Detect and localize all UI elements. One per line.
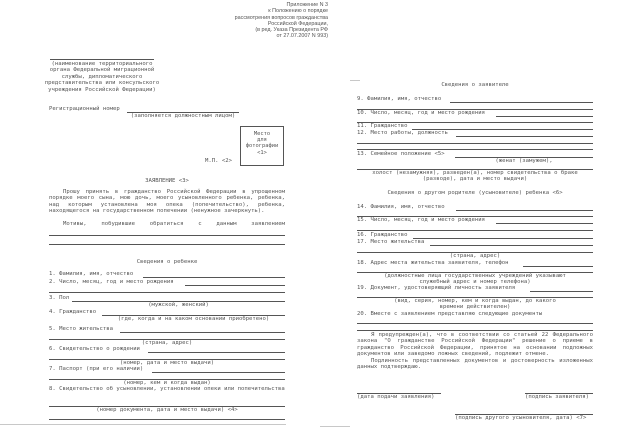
motives-field-2[interactable] bbox=[49, 244, 285, 245]
header-line: к Положению о порядке bbox=[268, 8, 328, 15]
applicant-item-14: 14. Фамилия, имя, отчество bbox=[357, 204, 445, 210]
applicant-item-10: 10. Число, месяц, год и место рождения bbox=[357, 110, 485, 116]
authority-line bbox=[50, 59, 154, 60]
marital-status-hint-2: холост (незамужняя), разведен(а), номер свидетельства о браке bbox=[372, 170, 578, 176]
child-passport-hint: (номер, кем и когда выдан) bbox=[123, 380, 211, 386]
documents-field-2[interactable] bbox=[357, 330, 593, 331]
child-residence-field[interactable] bbox=[120, 332, 285, 333]
child-item-6: 6. Свидетельство о рождении bbox=[49, 346, 140, 352]
child-birth-cert-hint: (номер, дата и место выдачи) bbox=[119, 360, 215, 366]
other-parent-birth-field[interactable] bbox=[496, 223, 593, 224]
child-item-8: 8. Свидетельство об усыновлении, установлении опеки или попечительства bbox=[49, 386, 285, 392]
applicant-item-12: 12. Место работы, должность bbox=[357, 130, 448, 136]
photo-text: для bbox=[257, 137, 267, 144]
child-birth-field[interactable] bbox=[185, 285, 285, 286]
applicant-work-field[interactable] bbox=[456, 136, 593, 137]
applicant-id-hint-2: времени действителен) bbox=[439, 304, 511, 310]
child-item-4: 4. Гражданство bbox=[49, 309, 97, 315]
page-top-edge bbox=[350, 80, 360, 81]
applicant-item-9: 9. Фамилия, имя, отчество bbox=[357, 96, 442, 102]
other-signature-label: (подпись другого усыновителя, дата) <7> bbox=[455, 415, 587, 421]
child-item-1: 1. Фамилия, имя, отчество bbox=[49, 271, 134, 277]
applicant-item-19: 19. Документ, удостоверяющий личность заявителя bbox=[357, 285, 516, 291]
authority-caption-line: органа Федеральной миграционной bbox=[49, 67, 155, 74]
child-item-5: 5. Место жительства bbox=[49, 326, 113, 332]
applicant-id-field[interactable] bbox=[530, 291, 593, 292]
page-corner-edge bbox=[320, 426, 350, 427]
applicant-work-field-2[interactable] bbox=[357, 143, 593, 144]
photo-text: фотографии bbox=[245, 143, 279, 150]
applicant-birth-field[interactable] bbox=[496, 116, 593, 117]
warning-text: Я предупрежден(а), что в соответствии со статьей 22 Федерального закона "О гражданстве Российской Федерации" решение о приеме в гражданство Российской Федерации, принятое на основании подложных документов или заведомо ложных сведений, подлежит отмене. bbox=[357, 332, 593, 358]
authority-caption-line: учреждения Российской Федерации) bbox=[48, 86, 156, 93]
child-birth-field-2[interactable] bbox=[49, 292, 285, 293]
child-item-3: 3. Пол bbox=[49, 295, 70, 301]
date-label: (дата подачи заявления) bbox=[357, 394, 435, 400]
applicant-item-11: 11. Гражданство bbox=[357, 123, 408, 129]
reg-number-hint: (заполняется должностным лицом) bbox=[130, 113, 236, 119]
marital-status-hint-3: (разводе), дата и место выдачи) bbox=[422, 176, 528, 182]
appendix-header bbox=[200, 2, 328, 40]
applicant-item-13: 13. Семейное положение <5> bbox=[357, 151, 445, 157]
applicant-address-field[interactable] bbox=[523, 266, 593, 267]
signature-label: (подпись заявителя) bbox=[525, 394, 589, 400]
reg-number-label: Регистрационный номер bbox=[49, 106, 120, 112]
applicant-section-title: Сведения о заявителе bbox=[441, 82, 509, 88]
other-parent-citizenship-field[interactable] bbox=[413, 238, 593, 239]
stamp-label: М.П. <2> bbox=[205, 158, 232, 164]
header-line: от 27.07.2007 N 993) bbox=[276, 33, 328, 40]
applicant-work-field-3[interactable] bbox=[357, 149, 593, 150]
child-birth-cert-field[interactable] bbox=[148, 352, 285, 353]
header-line: рассмотрения вопросов гражданства bbox=[234, 14, 328, 21]
applicant-item-15: 15. Число, месяц, год и место рождения bbox=[357, 217, 485, 223]
authority-caption-line: представительства или консульского bbox=[44, 80, 160, 87]
motives-field-1[interactable] bbox=[49, 235, 285, 236]
child-item-2: 2. Число, месяц, год и место рождения bbox=[49, 279, 174, 285]
other-parent-residence-hint: (страна, адрес) bbox=[449, 253, 501, 259]
other-parent-name-field[interactable] bbox=[456, 210, 593, 211]
applicant-name-field[interactable] bbox=[450, 102, 593, 103]
header-line: Приложение N 3 bbox=[286, 2, 328, 8]
applicant-item-16: 16. Гражданство bbox=[357, 232, 408, 238]
child-item-7: 7. Паспорт (при его наличии) bbox=[49, 366, 144, 372]
applicant-address-hint-1: (должностные лица государственных учреждений указывают bbox=[384, 273, 566, 279]
applicant-item-20: 20. Вместе с заявлением представляю следующие документы bbox=[357, 311, 543, 317]
page-bottom-edge bbox=[0, 424, 286, 425]
applicant-item-18: 18. Адрес места жительства заявителя, телефон bbox=[357, 260, 509, 266]
applicant-id-hint-1: (вид, серия, номер, кем и когда выдан, до какого bbox=[394, 298, 556, 304]
marital-status-hint-1: (женат (замужем), bbox=[495, 158, 553, 164]
applicant-item-17: 17. Место жительства bbox=[357, 239, 425, 245]
other-parent-birth-field-2[interactable] bbox=[357, 230, 593, 231]
request-text: Прошу принять в гражданство Российской Федерации в упрощенном порядке моего сына, мою дочь, моего усыновленного ребенка, ребенка, над которым установлена моя опека (попечительство), ребенка, находящегося на государственном попечении (ненужное зачеркнуть). bbox=[49, 189, 285, 215]
photo-placeholder bbox=[240, 126, 284, 166]
child-passport-field[interactable] bbox=[152, 372, 285, 373]
other-parent-title: Сведения о другом родителе (усыновителе) ребенка <6> bbox=[387, 190, 563, 196]
other-parent-residence-field[interactable] bbox=[430, 245, 593, 246]
applicant-address-hint-2: служебный адрес и номер телефона) bbox=[419, 279, 531, 285]
child-sex-hint: (мужской, женский) bbox=[148, 302, 209, 308]
confirm-text: Подлинность представленных документов и достоверность изложенных данных подтверждаю. bbox=[357, 358, 593, 371]
child-name-field[interactable] bbox=[143, 277, 285, 278]
authority-caption bbox=[40, 61, 164, 93]
header-line: Российской Федерации, bbox=[267, 20, 328, 27]
child-adoption-hint: (номер документа, дата и место выдачи) <4> bbox=[96, 407, 238, 413]
photo-text: Место bbox=[253, 131, 271, 137]
child-citizenship-hint: (где, когда и на каком основании приобретено) bbox=[117, 316, 270, 322]
header-line: (в ред. Указа Президента РФ bbox=[255, 27, 328, 34]
authority-caption-line: службы, дипломатического bbox=[61, 73, 143, 80]
application-title: ЗАЯВЛЕНИЕ <3> bbox=[145, 178, 189, 184]
authority-caption-line: (наименование территориального bbox=[51, 61, 153, 67]
child-section-title: Сведения о ребенке bbox=[136, 259, 198, 265]
documents-field-1[interactable] bbox=[357, 323, 593, 324]
child-residence-hint: (страна, адрес) bbox=[141, 340, 193, 346]
motives-text: Мотивы, побудившие обратиться с данным заявлением bbox=[63, 221, 285, 227]
photo-text: <1> bbox=[257, 149, 267, 156]
child-adoption-field-2[interactable] bbox=[49, 419, 285, 420]
